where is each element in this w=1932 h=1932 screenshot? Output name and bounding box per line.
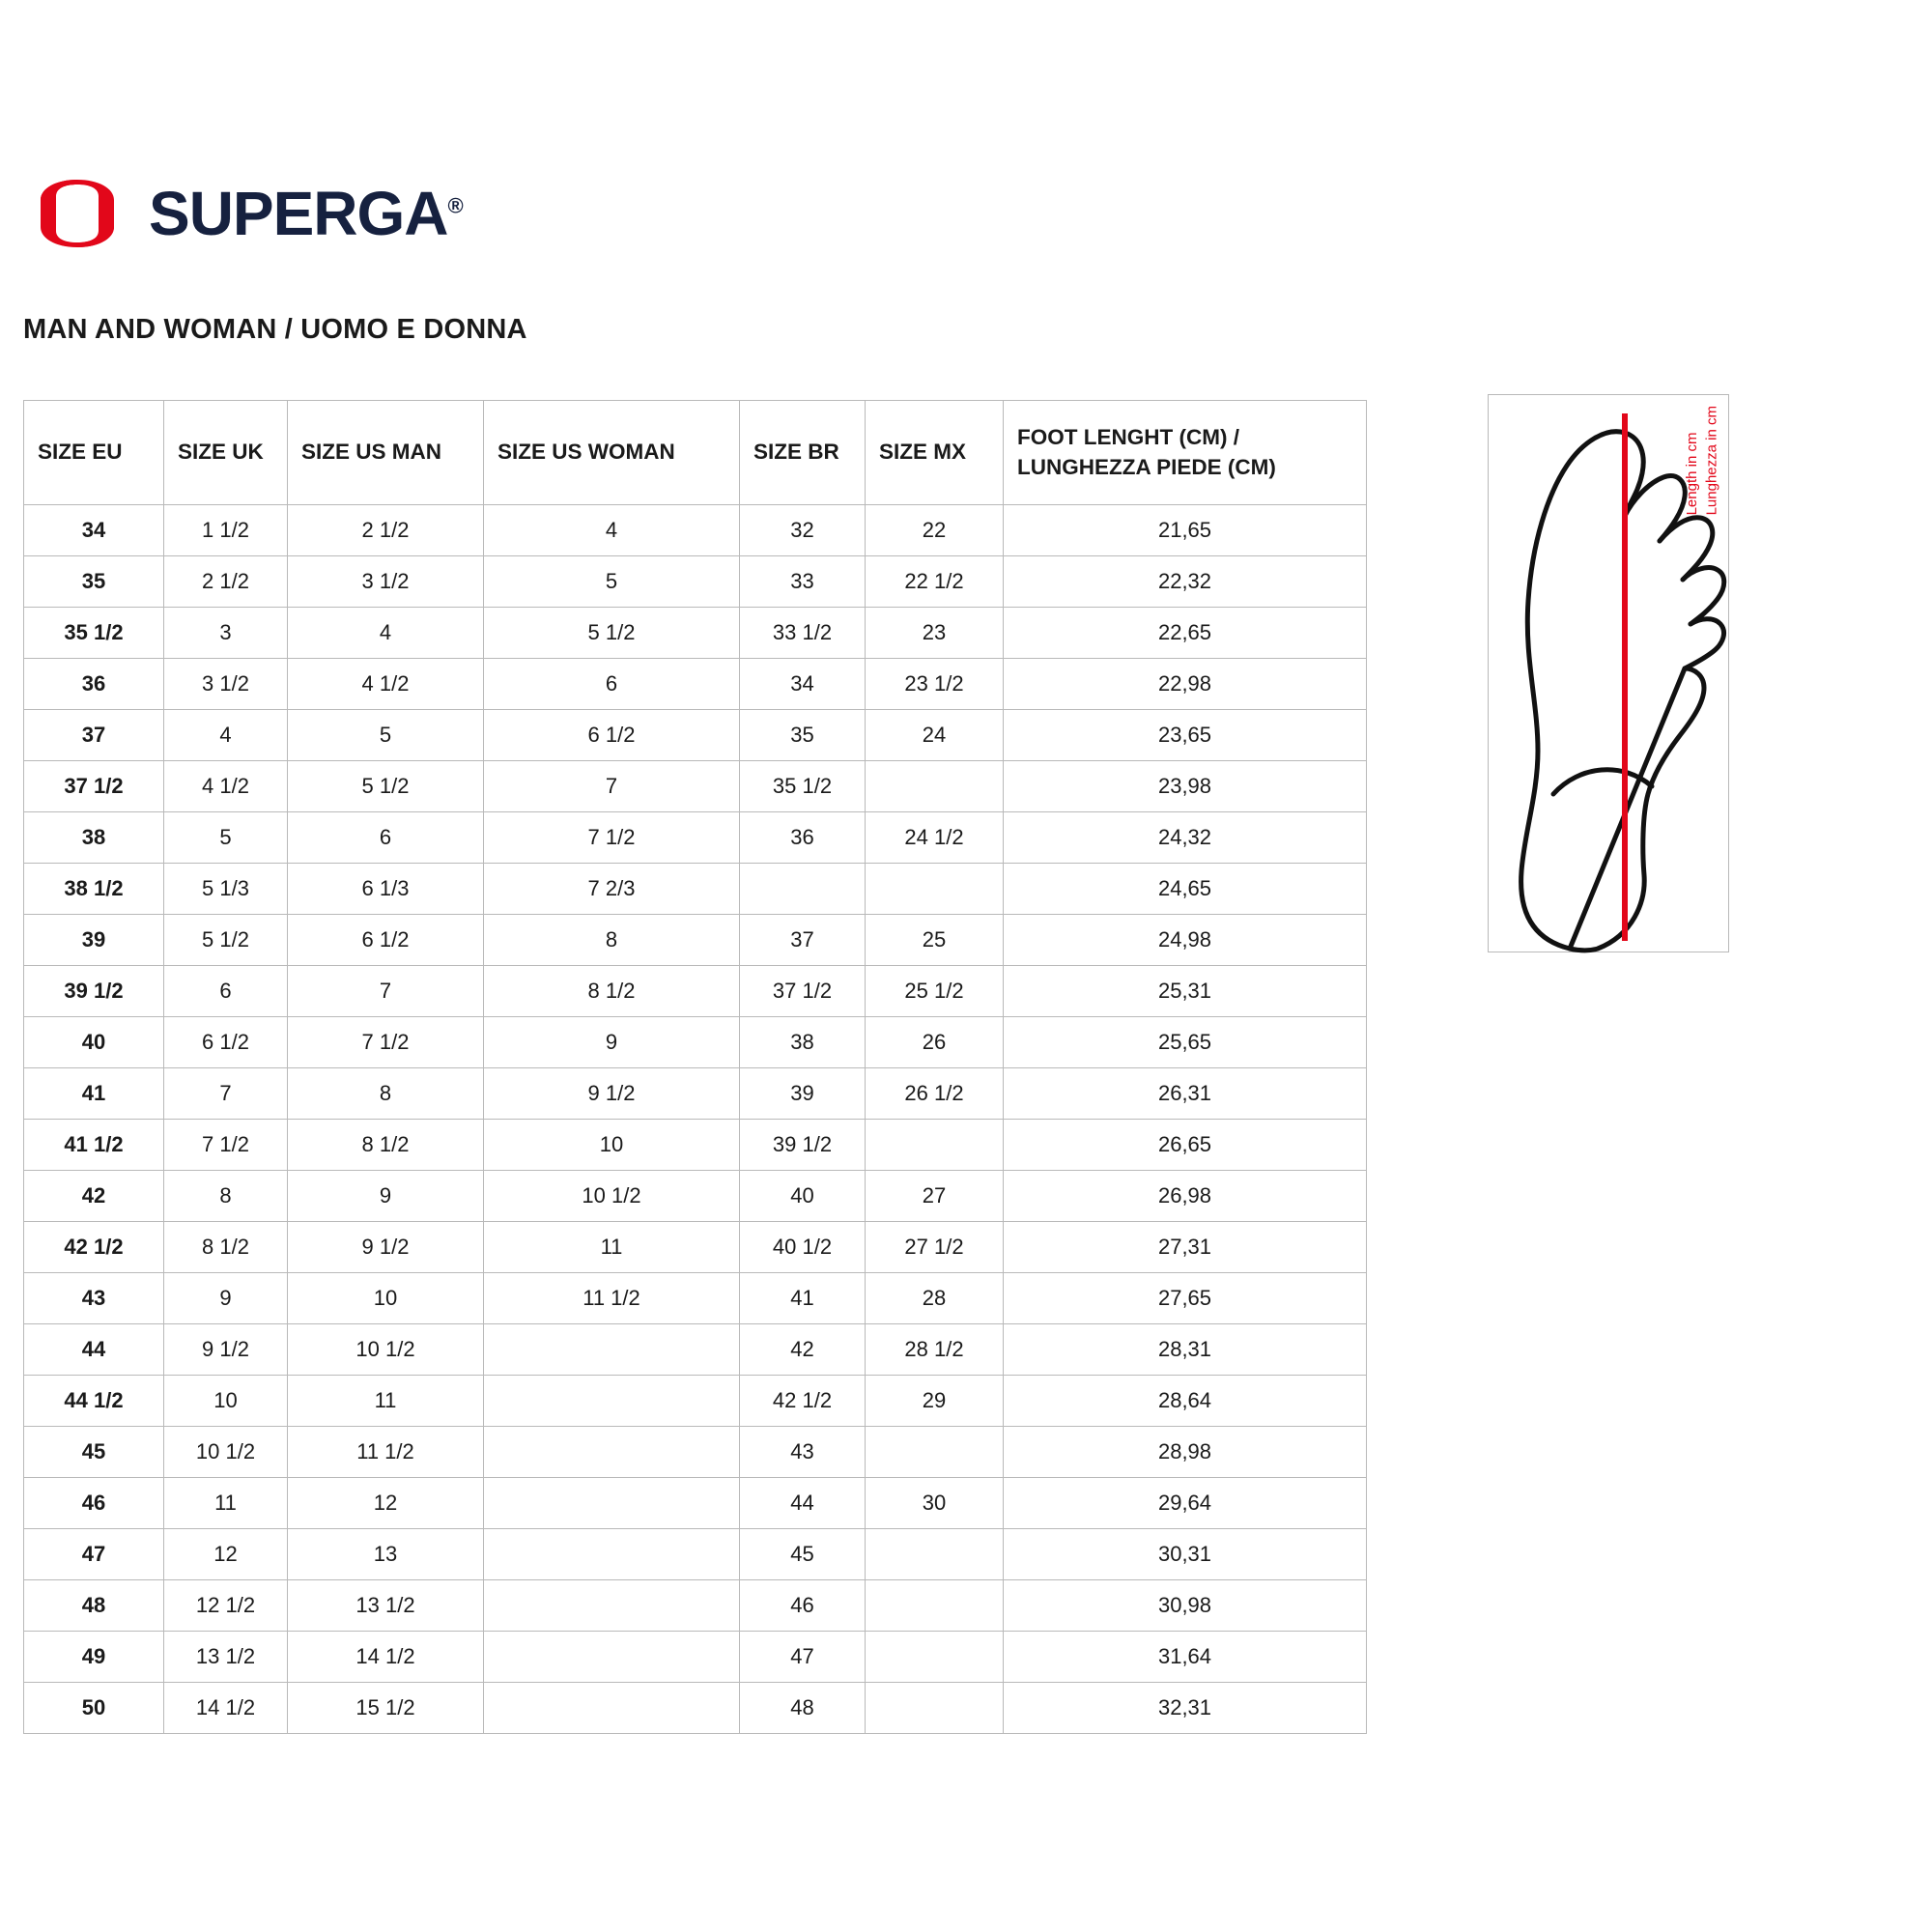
table-row: [24, 1068, 1367, 1120]
cell-size-uk: 7: [164, 1068, 288, 1120]
cell-size-br: 47: [740, 1632, 866, 1683]
cell-foot-length: 22,98: [1004, 659, 1367, 710]
cell-size-us-woman: 5: [484, 556, 740, 608]
cell-size-us-man: 6 1/2: [288, 915, 484, 966]
cell-size-eu: 37: [24, 710, 164, 761]
cell-size-us-woman: 9: [484, 1017, 740, 1068]
table-row: [24, 1427, 1367, 1478]
table-row: [24, 1478, 1367, 1529]
cell-size-us-man: 8 1/2: [288, 1120, 484, 1171]
cell-size-mx: 22: [866, 505, 1004, 556]
cell-foot-length: 25,31: [1004, 966, 1367, 1017]
cell-size-eu: 48: [24, 1580, 164, 1632]
table-row: [24, 915, 1367, 966]
brand-name: SUPERGA: [149, 179, 448, 248]
cell-size-mx: 22 1/2: [866, 556, 1004, 608]
cell-size-eu: 47: [24, 1529, 164, 1580]
cell-size-uk: 11: [164, 1478, 288, 1529]
cell-size-us-man: 11: [288, 1376, 484, 1427]
cell-size-mx: [866, 1580, 1004, 1632]
cell-size-eu: 43: [24, 1273, 164, 1324]
cell-foot-length: 27,65: [1004, 1273, 1367, 1324]
column-header-size-br: SIZE BR: [740, 401, 866, 505]
table-row: [24, 608, 1367, 659]
table-row: [24, 1273, 1367, 1324]
cell-size-mx: 27: [866, 1171, 1004, 1222]
table-row: [24, 812, 1367, 864]
table-row: [24, 1017, 1367, 1068]
cell-size-us-woman: 9 1/2: [484, 1068, 740, 1120]
table-row: [24, 1120, 1367, 1171]
table-row: [24, 1632, 1367, 1683]
cell-foot-length: 23,98: [1004, 761, 1367, 812]
cell-size-mx: 29: [866, 1376, 1004, 1427]
measure-label-en: Length in cm: [1683, 432, 1700, 516]
cell-size-us-woman: 7 1/2: [484, 812, 740, 864]
cell-size-eu: 36: [24, 659, 164, 710]
cell-size-mx: 26 1/2: [866, 1068, 1004, 1120]
cell-size-us-man: 4: [288, 608, 484, 659]
cell-size-us-man: 5 1/2: [288, 761, 484, 812]
cell-size-us-woman: [484, 1580, 740, 1632]
cell-size-mx: [866, 1120, 1004, 1171]
table-row: [24, 966, 1367, 1017]
cell-foot-length: 26,31: [1004, 1068, 1367, 1120]
cell-size-us-woman: [484, 1324, 740, 1376]
cell-size-mx: [866, 864, 1004, 915]
cell-size-uk: 12: [164, 1529, 288, 1580]
brand-logo: [21, 176, 463, 251]
registered-mark: ®: [447, 193, 463, 218]
cell-size-us-man: 3 1/2: [288, 556, 484, 608]
cell-size-us-woman: 11 1/2: [484, 1273, 740, 1324]
cell-size-mx: 24 1/2: [866, 812, 1004, 864]
cell-foot-length: 29,64: [1004, 1478, 1367, 1529]
cell-size-br: 38: [740, 1017, 866, 1068]
cell-size-eu: 39: [24, 915, 164, 966]
cell-size-br: 35 1/2: [740, 761, 866, 812]
cell-size-br: 44: [740, 1478, 866, 1529]
cell-size-br: 40 1/2: [740, 1222, 866, 1273]
cell-size-mx: [866, 1632, 1004, 1683]
table-row: [24, 1529, 1367, 1580]
cell-size-us-woman: [484, 1427, 740, 1478]
cell-size-us-woman: [484, 1632, 740, 1683]
cell-size-br: 43: [740, 1427, 866, 1478]
cell-size-us-woman: 7 2/3: [484, 864, 740, 915]
cell-size-br: 33 1/2: [740, 608, 866, 659]
cell-foot-length: 30,31: [1004, 1529, 1367, 1580]
cell-size-br: 42: [740, 1324, 866, 1376]
cell-size-eu: 41 1/2: [24, 1120, 164, 1171]
cell-foot-length: 26,98: [1004, 1171, 1367, 1222]
cell-size-us-woman: 10: [484, 1120, 740, 1171]
cell-size-uk: 5 1/2: [164, 915, 288, 966]
table-row: [24, 1171, 1367, 1222]
cell-size-uk: 4 1/2: [164, 761, 288, 812]
cell-foot-length: 24,65: [1004, 864, 1367, 915]
cell-size-uk: 5: [164, 812, 288, 864]
cell-foot-length: 24,32: [1004, 812, 1367, 864]
cell-size-uk: 14 1/2: [164, 1683, 288, 1734]
cell-size-br: 46: [740, 1580, 866, 1632]
cell-size-us-man: 4 1/2: [288, 659, 484, 710]
cell-foot-length: 22,32: [1004, 556, 1367, 608]
size-table: [23, 400, 1367, 1734]
cell-size-us-man: 6 1/3: [288, 864, 484, 915]
column-header-size-us-woman: SIZE US WOMAN: [484, 401, 740, 505]
cell-size-eu: 40: [24, 1017, 164, 1068]
cell-size-br: 37: [740, 915, 866, 966]
cell-size-us-man: 11 1/2: [288, 1427, 484, 1478]
cell-size-br: [740, 864, 866, 915]
table-row: [24, 659, 1367, 710]
cell-size-us-woman: [484, 1376, 740, 1427]
column-header-size-uk: SIZE UK: [164, 401, 288, 505]
cell-size-us-man: 6: [288, 812, 484, 864]
cell-size-mx: [866, 1683, 1004, 1734]
cell-size-br: 39: [740, 1068, 866, 1120]
cell-foot-length: 22,65: [1004, 608, 1367, 659]
cell-foot-length: 25,65: [1004, 1017, 1367, 1068]
cell-size-us-woman: [484, 1529, 740, 1580]
cell-size-us-man: 7: [288, 966, 484, 1017]
cell-size-eu: 49: [24, 1632, 164, 1683]
cell-foot-length: 31,64: [1004, 1632, 1367, 1683]
cell-size-mx: 30: [866, 1478, 1004, 1529]
cell-size-us-man: 2 1/2: [288, 505, 484, 556]
cell-size-eu: 41: [24, 1068, 164, 1120]
page-title: MAN AND WOMAN / UOMO E DONNA: [23, 314, 527, 345]
table-row: [24, 556, 1367, 608]
measure-label-it: Lunghezza in cm: [1702, 406, 1719, 516]
cell-size-mx: [866, 1529, 1004, 1580]
cell-size-uk: 5 1/3: [164, 864, 288, 915]
table-body: [24, 505, 1367, 1734]
cell-size-mx: 28: [866, 1273, 1004, 1324]
cell-size-us-man: 14 1/2: [288, 1632, 484, 1683]
superga-s-logo-icon: [21, 176, 135, 251]
cell-size-uk: 8 1/2: [164, 1222, 288, 1273]
table-row: [24, 864, 1367, 915]
cell-size-eu: 38: [24, 812, 164, 864]
cell-size-us-woman: 6: [484, 659, 740, 710]
cell-size-us-man: 15 1/2: [288, 1683, 484, 1734]
size-table-container: [23, 400, 1366, 1734]
cell-foot-length: 24,98: [1004, 915, 1367, 966]
table-row: [24, 505, 1367, 556]
cell-size-br: 32: [740, 505, 866, 556]
cell-foot-length: 32,31: [1004, 1683, 1367, 1734]
table-row: [24, 1222, 1367, 1273]
cell-size-us-woman: [484, 1683, 740, 1734]
cell-size-uk: 10 1/2: [164, 1427, 288, 1478]
cell-size-br: 34: [740, 659, 866, 710]
cell-size-us-man: 9 1/2: [288, 1222, 484, 1273]
cell-size-us-man: 8: [288, 1068, 484, 1120]
cell-size-eu: 34: [24, 505, 164, 556]
cell-size-us-woman: [484, 1478, 740, 1529]
cell-size-br: 36: [740, 812, 866, 864]
cell-size-br: 39 1/2: [740, 1120, 866, 1171]
table-row: [24, 1683, 1367, 1734]
cell-size-eu: 42 1/2: [24, 1222, 164, 1273]
cell-size-uk: 6 1/2: [164, 1017, 288, 1068]
cell-size-us-woman: 5 1/2: [484, 608, 740, 659]
cell-foot-length: 28,98: [1004, 1427, 1367, 1478]
measure-label: [1683, 406, 1722, 515]
cell-size-eu: 45: [24, 1427, 164, 1478]
cell-size-uk: 2 1/2: [164, 556, 288, 608]
cell-size-br: 42 1/2: [740, 1376, 866, 1427]
cell-size-mx: [866, 761, 1004, 812]
cell-size-eu: 44: [24, 1324, 164, 1376]
cell-size-mx: [866, 1427, 1004, 1478]
cell-size-us-woman: 8: [484, 915, 740, 966]
table-header-row: [24, 401, 1367, 505]
cell-size-uk: 6: [164, 966, 288, 1017]
table-row: [24, 1376, 1367, 1427]
cell-size-us-man: 13 1/2: [288, 1580, 484, 1632]
cell-size-us-woman: 6 1/2: [484, 710, 740, 761]
cell-size-br: 40: [740, 1171, 866, 1222]
table-row: [24, 761, 1367, 812]
cell-size-eu: 50: [24, 1683, 164, 1734]
cell-size-uk: 13 1/2: [164, 1632, 288, 1683]
cell-foot-length: 26,65: [1004, 1120, 1367, 1171]
table-row: [24, 1324, 1367, 1376]
cell-size-eu: 42: [24, 1171, 164, 1222]
cell-size-uk: 9 1/2: [164, 1324, 288, 1376]
cell-size-uk: 3: [164, 608, 288, 659]
cell-size-us-man: 7 1/2: [288, 1017, 484, 1068]
cell-foot-length: 23,65: [1004, 710, 1367, 761]
cell-size-eu: 38 1/2: [24, 864, 164, 915]
cell-size-eu: 44 1/2: [24, 1376, 164, 1427]
cell-size-us-woman: 8 1/2: [484, 966, 740, 1017]
cell-size-us-woman: 4: [484, 505, 740, 556]
foot-measurement-diagram: [1488, 394, 1729, 952]
table-header: [24, 401, 1367, 505]
cell-size-uk: 4: [164, 710, 288, 761]
cell-foot-length: 28,31: [1004, 1324, 1367, 1376]
cell-size-eu: 39 1/2: [24, 966, 164, 1017]
cell-size-mx: 25: [866, 915, 1004, 966]
cell-size-us-man: 13: [288, 1529, 484, 1580]
cell-foot-length: 28,64: [1004, 1376, 1367, 1427]
cell-size-br: 48: [740, 1683, 866, 1734]
cell-size-us-woman: 11: [484, 1222, 740, 1273]
column-header-size-us-man: SIZE US MAN: [288, 401, 484, 505]
cell-size-uk: 9: [164, 1273, 288, 1324]
brand-wordmark: [149, 179, 463, 248]
table-row: [24, 1580, 1367, 1632]
cell-size-mx: 27 1/2: [866, 1222, 1004, 1273]
cell-foot-length: 27,31: [1004, 1222, 1367, 1273]
cell-size-br: 35: [740, 710, 866, 761]
cell-size-mx: 28 1/2: [866, 1324, 1004, 1376]
cell-size-eu: 35 1/2: [24, 608, 164, 659]
cell-size-mx: 24: [866, 710, 1004, 761]
cell-size-us-man: 12: [288, 1478, 484, 1529]
cell-size-br: 37 1/2: [740, 966, 866, 1017]
cell-size-us-man: 10 1/2: [288, 1324, 484, 1376]
cell-size-uk: 7 1/2: [164, 1120, 288, 1171]
cell-size-us-man: 10: [288, 1273, 484, 1324]
cell-size-eu: 46: [24, 1478, 164, 1529]
cell-size-us-woman: 10 1/2: [484, 1171, 740, 1222]
cell-size-mx: 26: [866, 1017, 1004, 1068]
cell-size-us-man: 5: [288, 710, 484, 761]
cell-foot-length: 30,98: [1004, 1580, 1367, 1632]
cell-size-mx: 23: [866, 608, 1004, 659]
cell-size-mx: 25 1/2: [866, 966, 1004, 1017]
cell-foot-length: 21,65: [1004, 505, 1367, 556]
cell-size-eu: 37 1/2: [24, 761, 164, 812]
cell-size-br: 33: [740, 556, 866, 608]
cell-size-eu: 35: [24, 556, 164, 608]
cell-size-uk: 3 1/2: [164, 659, 288, 710]
cell-size-br: 45: [740, 1529, 866, 1580]
cell-size-br: 41: [740, 1273, 866, 1324]
column-header-size-mx: SIZE MX: [866, 401, 1004, 505]
cell-size-uk: 10: [164, 1376, 288, 1427]
cell-size-us-woman: 7: [484, 761, 740, 812]
cell-size-uk: 12 1/2: [164, 1580, 288, 1632]
cell-size-uk: 8: [164, 1171, 288, 1222]
cell-size-uk: 1 1/2: [164, 505, 288, 556]
cell-size-mx: 23 1/2: [866, 659, 1004, 710]
table-row: [24, 710, 1367, 761]
column-header-size-eu: SIZE EU: [24, 401, 164, 505]
column-header-foot-length: FOOT LENGHT (CM) / LUNGHEZZA PIEDE (CM): [1004, 401, 1367, 505]
cell-size-us-man: 9: [288, 1171, 484, 1222]
